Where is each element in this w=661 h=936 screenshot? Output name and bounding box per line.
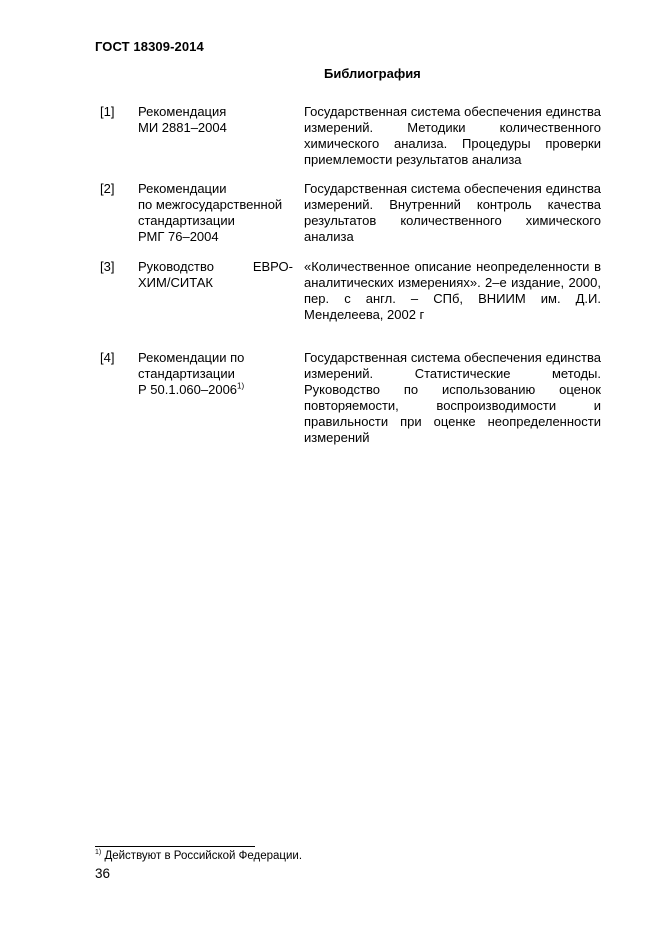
entry-document-line: Рекомендации по bbox=[138, 350, 245, 365]
entry-document-line: МИ 2881–2004 bbox=[138, 120, 227, 135]
entry-title: Государственная система обеспечения единства измерений. Внутренний контроль качества результатов количественного химического анализа bbox=[304, 181, 601, 244]
section-title: Библиография bbox=[324, 66, 421, 81]
entry-document bbox=[138, 259, 293, 291]
footnote bbox=[95, 850, 302, 862]
entry-number: [3] bbox=[100, 259, 115, 274]
page-number: 36 bbox=[95, 866, 111, 881]
entry-title: Государственная система обеспечения единства измерений. Статистические методы. Руководство по использованию оценок повторяемости, воспроизводимости и правильности при оценке неопределенности измерений bbox=[304, 350, 601, 445]
entry-number: [1] bbox=[100, 104, 115, 119]
entry-title: «Количественное описание неопределенности в аналитических измерениях». 2–е издание, 2000, пер. с англ. – СПб, ВНИИМ им. Д.И. Менделеева, 2002 г bbox=[304, 259, 601, 322]
footnote-reference: 1) bbox=[237, 381, 245, 391]
entry-document-code: Р 50.1.060–2006 bbox=[138, 382, 238, 397]
footnote-text: Действуют в Российской Федерации. bbox=[104, 850, 303, 862]
entry-document-line: по межгосударственной bbox=[138, 197, 283, 212]
footnote-marker: 1) bbox=[95, 849, 102, 857]
entry-document-line: ХИМ/СИТАК bbox=[138, 275, 213, 290]
entry-document-line: стандартизации bbox=[138, 366, 235, 381]
entry-title: Государственная система обеспечения единства измерений. Методики количественного химического анализа. Процедуры проверки приемлемости результатов анализа bbox=[304, 104, 601, 167]
entry-document bbox=[138, 181, 293, 245]
entry-document-line: стандартизации bbox=[138, 213, 235, 228]
entry-document bbox=[138, 350, 293, 398]
entry-document-line: Рекомендация bbox=[138, 104, 227, 119]
document-code: ГОСТ 18309-2014 bbox=[95, 39, 204, 54]
entry-document-line bbox=[138, 382, 293, 398]
entry-document-line: Рекомендации bbox=[138, 181, 227, 196]
entry-document bbox=[138, 104, 293, 136]
entry-number: [2] bbox=[100, 181, 115, 196]
entry-document-line: Руководство ЕВРО- bbox=[138, 259, 293, 274]
entry-document-line: РМГ 76–2004 bbox=[138, 229, 219, 244]
footnote-divider bbox=[95, 846, 255, 847]
entry-number: [4] bbox=[100, 350, 115, 365]
